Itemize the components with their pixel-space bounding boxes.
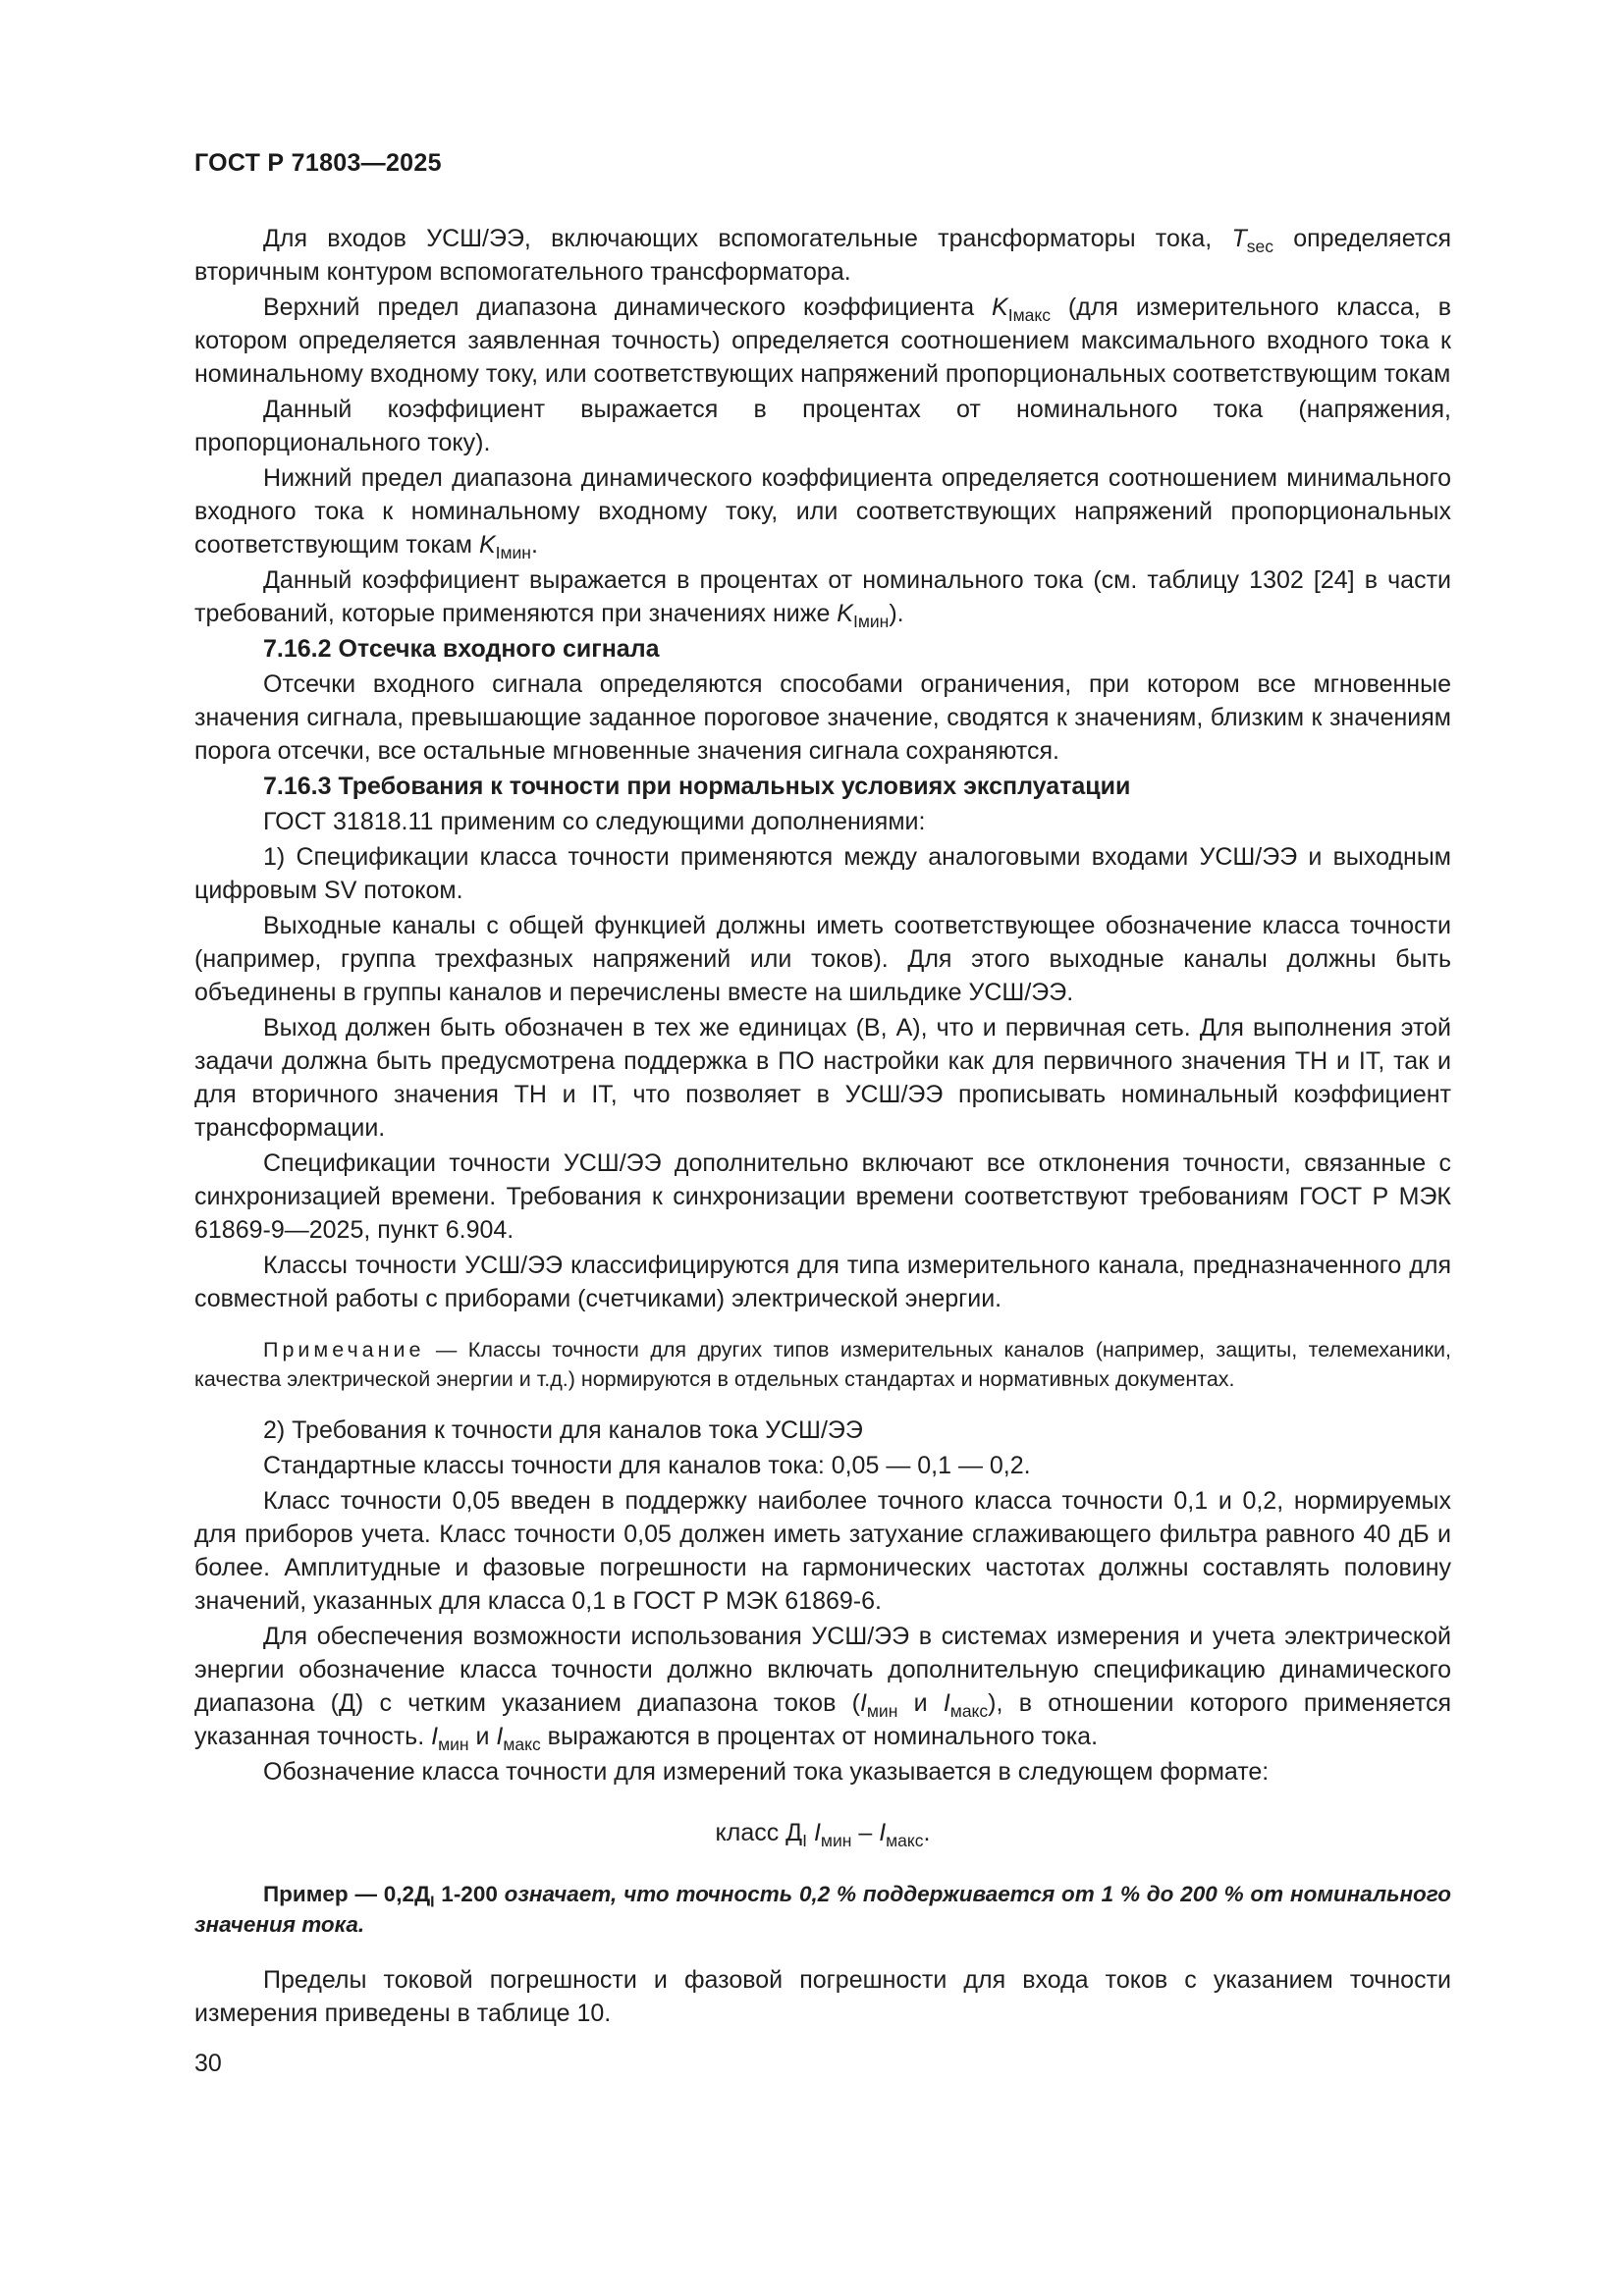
note-paragraph	[194, 1335, 1451, 1394]
paragraph-class-005: Класс точности 0,05 введен в поддержку наиболее точного класса точности 0,1 и 0,2, нормируемых для приборов учета. Класс точности 0,05 должен иметь затухание сглаживающего фильтра равного 40 дБ и более. Амплитудные и фазовые погрешности на гармонических частотах должны составлять половину значений, указанных для класса 0,1 в ГОСТ Р МЭК 61869-6.	[194, 1487, 1451, 1615]
paragraph-sync-spec: Спецификации точности УСШ/ЭЭ дополнительно включают все отклонения точности, связанные с синхронизацией времени. Требования к синхронизации времени соответствуют требованиям ГОСТ Р МЭК 61869-9—2025, пункт 6.904.	[194, 1149, 1451, 1244]
example-paragraph: Пример — $0,2Д_I$ 1-200 означает, что точность 0,2 % поддерживается от 1 % до 200 % от номинального значения тока.	[194, 1882, 1451, 1937]
paragraph-cutoff: Отсечки входного сигнала определяются способами ограничения, при котором все мгновенные значения сигнала, превышающие заданное пороговое значение, сводятся к значениям, близким к значениям порога отсечки, все остальные мгновенные значения сигнала сохраняются.	[194, 670, 1451, 765]
paragraph-coefficient-percent: Данный коэффициент выражается в процентах от номинального тока (напряжения, пропорционального току).	[194, 396, 1451, 456]
variable-k: K	[992, 294, 1008, 321]
page-number: 30	[194, 2050, 222, 2077]
paragraph-dynamic-range: Для обеспечения возможности использования УСШ/ЭЭ в системах измерения и учета электрической энергии обозначение класса точности должно включать дополнительную спецификацию динамического диапазона (Д) с четким указанием диапазона токов ($I_{мин}$ и $I_{макс}$), в отношении которого применяется указанная точность. $I_{мин}$ и $I_{макс}$ выражаются в процентах от номинального тока.	[194, 1623, 1451, 1755]
subscript-imin: Iмин	[852, 612, 890, 632]
section-heading-7-16-3: 7.16.3 Требования к точности при нормальных условиях эксплуатации	[263, 773, 1131, 800]
paragraph-coefficient-table: Данный коэффициент выражается в процентах от номинального тока (см. таблицу 1302 [24] в части требований, которые применяются при значениях ниже $K_{Iмин}$).	[194, 566, 1451, 632]
note-label: Примечание	[263, 1338, 425, 1362]
paragraph-output-units: Выход должен быть обозначен в тех же единицах (В, А), что и первичная сеть. Для выполнения этой задачи должна быть предусмотрена поддержка в ПО настройки как для первичного значения ТН и IT, так и для вторичного значения ТН и IT, что позволяет в УСШ/ЭЭ прописывать номинальный коэффициент трансформации.	[194, 1014, 1451, 1142]
note-text: — Классы точности для других типов измерительных каналов (например, защиты, телемеханики, качества электрической энергии и т.д.) нормируются в отдельных стандартах и нормативных документах.	[194, 1338, 1451, 1391]
paragraph-item-1: 1) Спецификации класса точности применяются между аналоговыми входами УСШ/ЭЭ и выходным цифровым SV потоком.	[194, 843, 1451, 904]
paragraph-standard-classes: Стандартные классы точности для каналов тока: 0,05 — 0,1 — 0,2.	[263, 1452, 1031, 1479]
subscript-sec: sec	[1246, 237, 1273, 257]
paragraph-output-channels: Выходные каналы с общей функцией должны иметь соответствующее обозначение класса точности (например, группа трехфазных напряжений или токов). Для этого выходные каналы должны быть объединены в группы каналов и перечислены вместе на шильдике УСШ/ЭЭ.	[194, 912, 1451, 1006]
paragraph-gost-applicable: ГОСТ 31818.11 применим со следующими дополнениями:	[263, 808, 926, 835]
paragraph-tsec: Для входов УСШ/ЭЭ, включающих вспомогательные трансформаторы тока, $T_{sec}$ определяется вторичным контуром вспомогательного трансформатора.	[194, 225, 1452, 286]
subscript-imin: Iмин	[495, 543, 531, 563]
paragraph-upper-limit: Верхний предел диапазона динамического коэффициента $K_{Iмакс}$ (для измерительного класса, в котором определяется заявленная точность) определяется соотношением максимального входного тока к номинальному входному току, или соответствующих напряжений пропорциональных соответствующим токам	[194, 294, 1452, 388]
paragraph-format-intro: Обозначение класса точности для измерений тока указывается в следующем формате:	[263, 1758, 1270, 1786]
variable-k: K	[478, 531, 496, 559]
paragraph-accuracy-classes: Классы точности УСШ/ЭЭ классифицируются для типа измерительного канала, предназначенного для совместной работы с приборами (счетчиками) электрической энергии.	[194, 1252, 1451, 1312]
paragraph-item-2: 2) Требования к точности для каналов тока УСШ/ЭЭ	[263, 1416, 863, 1444]
paragraph-lower-limit: Нижний предел диапазона динамического коэффициента определяется соотношением минимального входного тока к номинальному входному току, или соответствующих напряжений пропорциональных соответствующим токам $K_{Iмин}$.	[194, 464, 1451, 563]
document-code-header: ГОСТ Р 71803—2025	[194, 149, 442, 177]
variable-t: T	[1231, 225, 1247, 252]
body-text	[194, 222, 1451, 2032]
formula-class-designation: класс $Д_I$ $I_{мин} - I_{макс}$.	[715, 1819, 931, 1851]
paragraph-table-10-reference: Пределы токовой погрешности и фазовой погрешности для входа токов с указанием точности измерения приведены в таблице 10.	[194, 1966, 1451, 2027]
section-heading-7-16-2: 7.16.2 Отсечка входного сигнала	[263, 635, 660, 663]
subscript-imax: Iмакс	[1007, 305, 1051, 326]
variable-k: K	[837, 600, 853, 627]
